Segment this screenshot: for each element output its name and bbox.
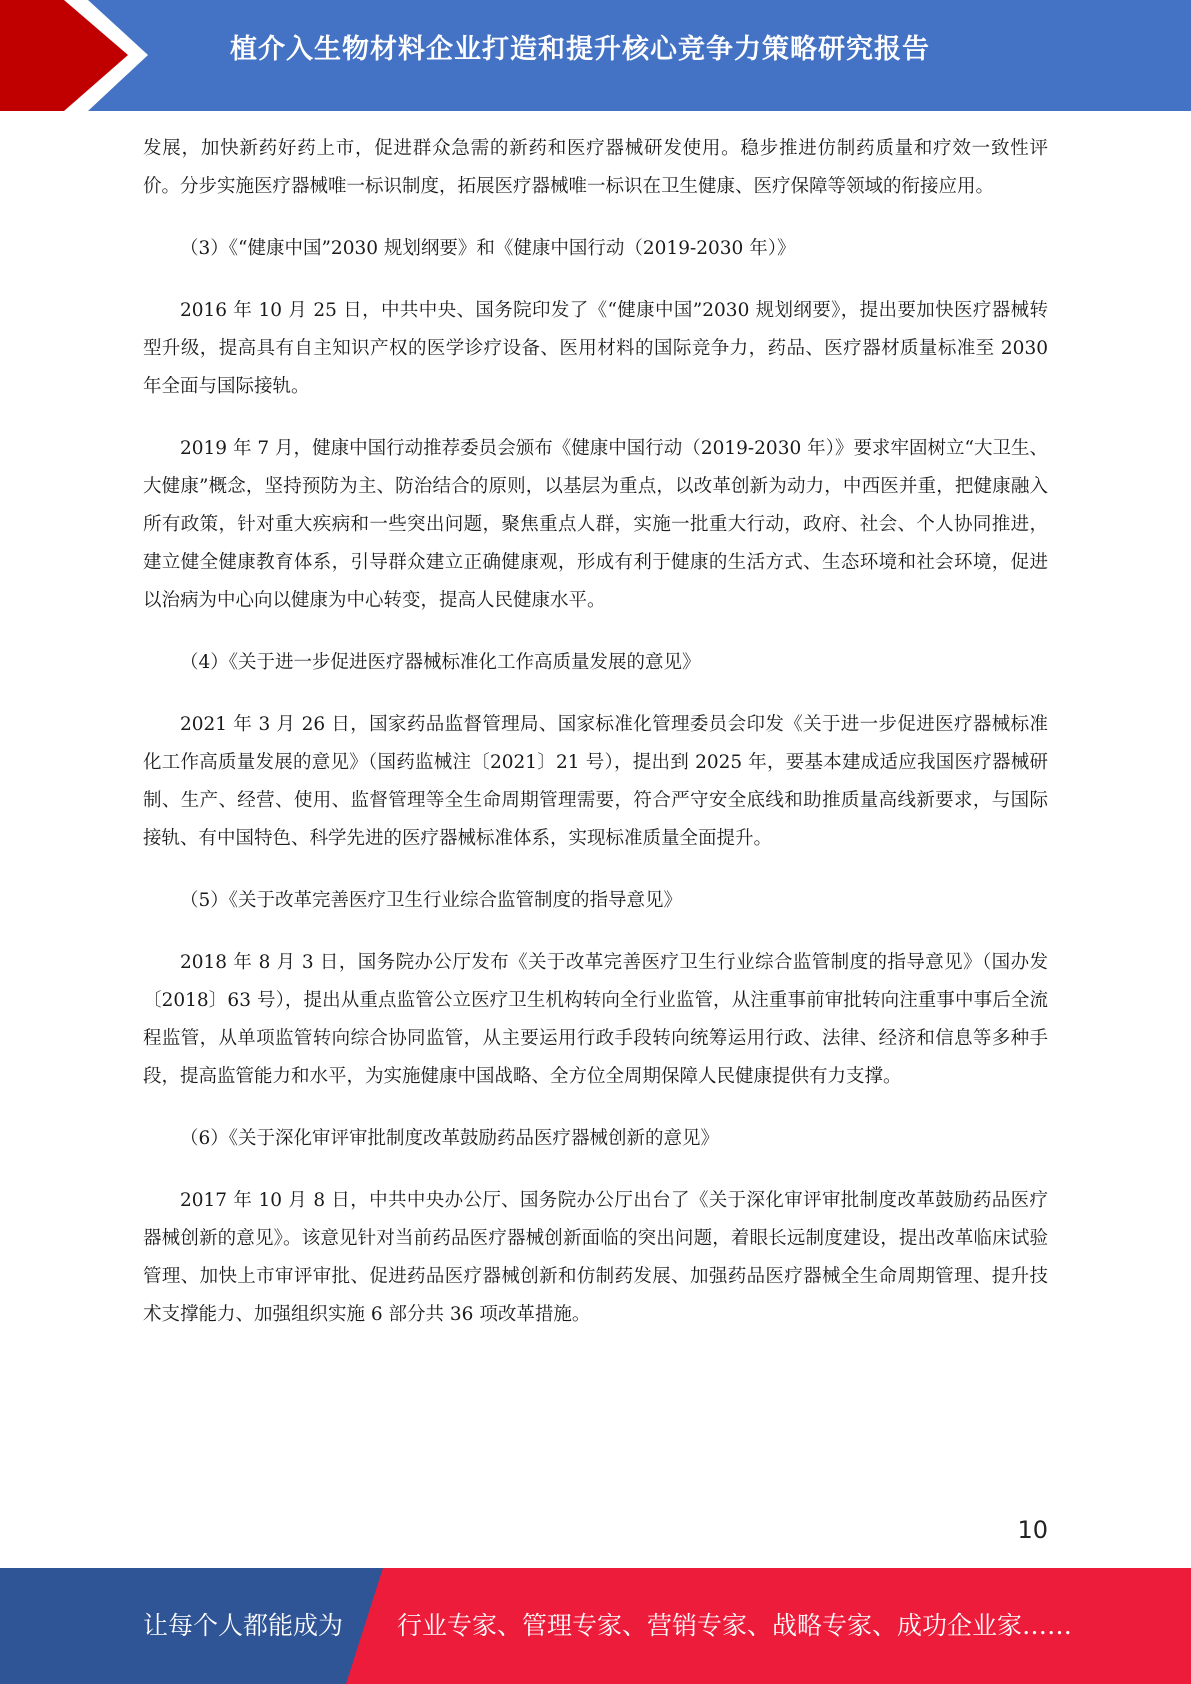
footer-slogan-right: 行业专家、管理专家、营销专家、战略专家、成功企业家…… bbox=[397, 1611, 1073, 1640]
page-header bbox=[0, 0, 1191, 111]
section-heading: （4）《关于进一步促进医疗器械标准化工作高质量发展的意见》 bbox=[180, 652, 701, 673]
body-paragraph: 2016 年 10 月 25 日，中共中央、国务院印发了《“健康中国”2030 规划纲要》，提出要加快医疗器械转型升级，提高具有自主知识产权的医学诊疗设备、医用材料的国际竞争力，药品、医疗器材质量标准至 2030 年全面与国际接轨。 bbox=[143, 300, 1048, 397]
page-footer bbox=[0, 1568, 1191, 1684]
document-body bbox=[143, 130, 1048, 1358]
page-number: 10 bbox=[1017, 1516, 1048, 1544]
body-paragraph: 发展，加快新药好药上市，促进群众急需的新药和医疗器械研发使用。稳步推进仿制药质量和疗效一致性评价。分步实施医疗器械唯一标识制度，拓展医疗器械唯一标识在卫生健康、医疗保障等领域的衔接应用。 bbox=[143, 138, 1048, 197]
document-title: 植介入生物材料企业打造和提升核心竞争力策略研究报告 bbox=[230, 34, 930, 65]
body-paragraph: 2018 年 8 月 3 日，国务院办公厅发布《关于改革完善医疗卫生行业综合监管制度的指导意见》（国办发〔2018〕63 号），提出从重点监管公立医疗卫生机构转向全行业监管，从注重事前审批转向注重事中事后全流程监管，从单项监管转向综合协同监管，从主要运用行政手段转向统筹运用行政、法律、经济和信息等多种手段，提高监管能力和水平，为实施健康中国战略、全方位全周期保障人民健康提供有力支撑。 bbox=[143, 952, 1048, 1087]
section-heading: （6）《关于深化审评审批制度改革鼓励药品医疗器械创新的意见》 bbox=[180, 1128, 720, 1149]
footer-slogan-left: 让每个人都能成为 bbox=[143, 1611, 344, 1640]
body-paragraph: 2017 年 10 月 8 日，中共中央办公厅、国务院办公厅出台了《关于深化审评审批制度改革鼓励药品医疗器械创新的意见》。该意见针对当前药品医疗器械创新面临的突出问题，着眼长远制度建设，提出改革临床试验管理、加快上市审评审批、促进药品医疗器械创新和仿制药发展、加强药品医疗器械全生命周期管理、提升技术支撑能力、加强组织实施 6 部分共 36 项改革措施。 bbox=[143, 1190, 1048, 1325]
body-paragraph: 2021 年 3 月 26 日，国家药品监督管理局、国家标准化管理委员会印发《关于进一步促进医疗器械标准化工作高质量发展的意见》（国药监械注〔2021〕21 号），提出到 2025 年，要基本建成适应我国医疗器械研制、生产、经营、使用、监督管理等全生命周期管理需要，符合严守安全底线和助推质量高线新要求，与国际接轨、有中国特色、科学先进的医疗器械标准体系，实现标准质量全面提升。 bbox=[143, 714, 1048, 849]
body-paragraph: 2019 年 7 月，健康中国行动推荐委员会颁布《健康中国行动（2019-2030 年）》要求牢固树立“大卫生、大健康”概念，坚持预防为主、防治结合的原则，以基层为重点，以改革创新为动力，中西医并重，把健康融入所有政策，针对重大疾病和一些突出问题，聚焦重点人群，实施一批重大行动，政府、社会、个人协同推进，建立健全健康教育体系，引导群众建立正确健康观，形成有利于健康的生活方式、生态环境和社会环境，促进以治病为中心向以健康为中心转变，提高人民健康水平。 bbox=[143, 438, 1048, 611]
section-heading: （5）《关于改革完善医疗卫生行业综合监管制度的指导意见》 bbox=[180, 890, 683, 911]
section-heading: （3）《“健康中国”2030 规划纲要》和《健康中国行动（2019-2030 年）》 bbox=[180, 238, 796, 259]
header-chevron-decoration bbox=[0, 0, 160, 111]
